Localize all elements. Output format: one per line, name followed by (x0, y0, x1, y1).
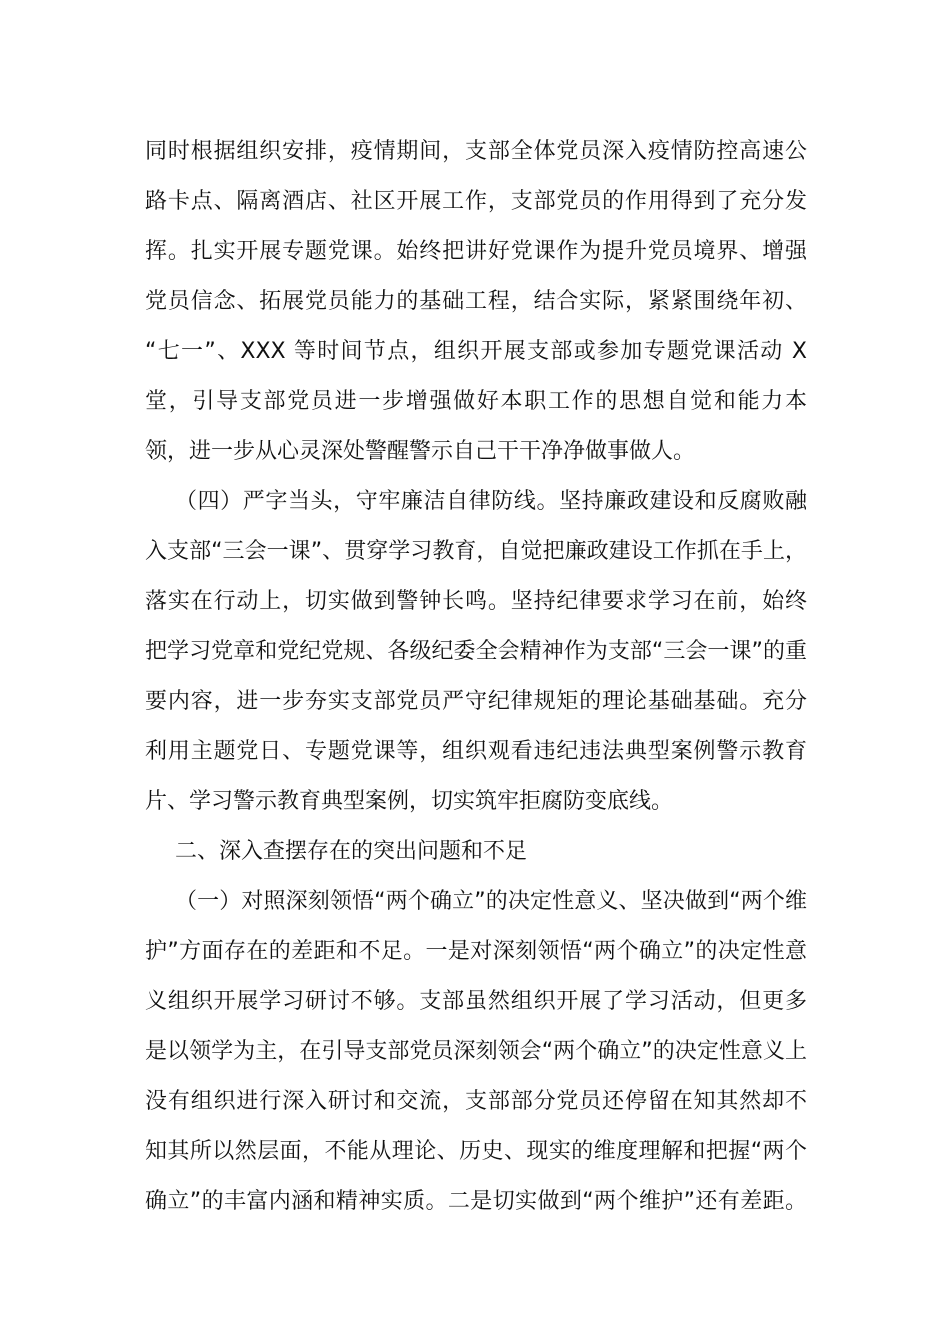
text-line: 路卡点、隔离酒店、社区开展工作，支部党员的作用得到了充分发 (145, 189, 807, 214)
section-heading-line: （一）对照深刻领悟“两个确立”的决定性意义、坚决做到“两个维 (175, 889, 807, 914)
chapter-heading: 二、深入查摆存在的突出问题和不足 (175, 839, 528, 864)
text-line: 是以领学为主，在引导支部党员深刻领会“两个确立”的决定性意义上 (145, 1039, 807, 1064)
text-line: 把学习党章和党纪党规、各级纪委全会精神作为支部“三会一课”的重 (145, 639, 807, 664)
text-line: 义组织开展学习研讨不够。支部虽然组织开展了学习活动，但更多 (145, 989, 807, 1014)
text-line: 确立”的丰富内涵和精神实质。二是切实做到“两个维护”还有差距。 (145, 1189, 807, 1214)
text-line: 护”方面存在的差距和不足。一是对深刻领悟“两个确立”的决定性意 (145, 939, 807, 964)
text-line: 落实在行动上，切实做到警钟长鸣。坚持纪律要求学习在前，始终 (145, 589, 807, 614)
section-heading-line: （四）严字当头，守牢廉洁自律防线。坚持廉政建设和反腐败融 (175, 489, 807, 514)
text-line: “七一”、XXX 等时间节点，组织开展支部或参加专题党课活动 X (145, 339, 807, 364)
text-line: 领，进一步从心灵深处警醒警示自己干干净净做事做人。 (145, 439, 696, 464)
text-line: 挥。扎实开展专题党课。始终把讲好党课作为提升党员境界、增强 (145, 239, 807, 264)
text-line: 要内容，进一步夯实支部党员严守纪律规矩的理论基础基础。充分 (145, 689, 807, 714)
text-line: 入支部“三会一课”、贯穿学习教育，自觉把廉政建设工作抓在手上， (145, 539, 807, 564)
text-line: 片、学习警示教育典型案例，切实筑牢拒腐防变底线。 (145, 789, 674, 814)
text-line: 知其所以然层面，不能从理论、历史、现实的维度理解和把握“两个 (145, 1139, 807, 1164)
text-line: 没有组织进行深入研讨和交流，支部部分党员还停留在知其然却不 (145, 1089, 807, 1114)
text-line: 堂，引导支部党员进一步增强做好本职工作的思想自觉和能力本 (145, 389, 807, 414)
text-line: 同时根据组织安排，疫情期间，支部全体党员深入疫情防控高速公 (145, 139, 807, 164)
text-line: 利用主题党日、专题党课等，组织观看违纪违法典型案例警示教育 (145, 739, 807, 764)
text-line: 党员信念、拓展党员能力的基础工程，结合实际，紧紧围绕年初、 (145, 289, 807, 314)
document-body (145, 127, 807, 1227)
